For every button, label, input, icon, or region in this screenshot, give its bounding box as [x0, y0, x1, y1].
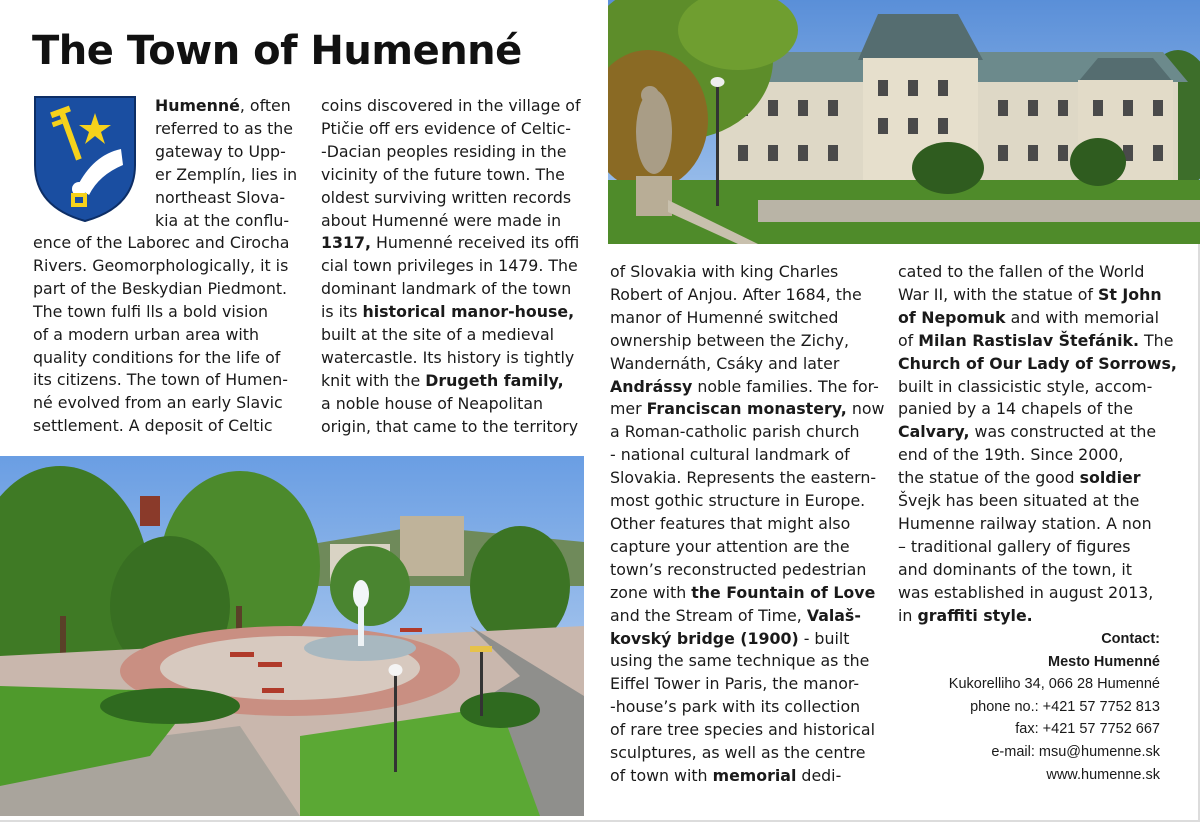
- text-line: kia at the conflu-: [155, 210, 290, 230]
- text-line: capture your attention are the: [610, 536, 850, 556]
- contact-address: Kukorelliho 34, 066 28 Humenné: [948, 676, 1160, 693]
- contact-phone: phone no.: +421 57 7752 813: [970, 698, 1160, 715]
- text-line: gateway to Upp-: [155, 141, 286, 161]
- text-line: end of the 19th. Since 2000,: [898, 445, 1124, 465]
- text-line: – traditional gallery of figures: [898, 536, 1131, 556]
- text-line: cated to the fallen of the World: [898, 262, 1145, 281]
- highlight-nepomuk: of Nepomuk: [898, 307, 1006, 327]
- text-line: a Roman-catholic parish church: [610, 422, 860, 442]
- text-line: Humenné received its offi: [370, 233, 580, 253]
- text-line: is its: [321, 302, 363, 322]
- text-line: dedi-: [796, 765, 842, 785]
- text-line: about Humenné were made in: [321, 210, 562, 230]
- text-line: panied by a 14 chapels of the: [898, 399, 1134, 419]
- highlight-andrassy: Andrássy: [610, 376, 693, 396]
- text-line: Ptičie off ers evidence of Celtic-: [321, 118, 571, 138]
- text-line: Slovakia. Represents the eastern-: [610, 468, 877, 488]
- text-line: zone with: [610, 582, 692, 602]
- text-line: of town with: [610, 765, 713, 785]
- text-line: er Zemplín, lies in: [155, 164, 298, 184]
- text-line: northeast Slova-: [155, 187, 286, 207]
- text-line: in: [898, 605, 918, 625]
- text-line: cial town privileges in 1479. The: [321, 256, 578, 276]
- text-line: Wandernáth, Csáky and later: [610, 353, 840, 373]
- text-line: Robert of Anjou. After 1684, the: [610, 284, 862, 304]
- text-line: watercastle. Its history is tightly: [321, 347, 575, 367]
- text-line: , often: [239, 96, 291, 115]
- highlight-bridge: Valaš-: [806, 605, 861, 625]
- highlight-soldier: soldier: [1079, 468, 1141, 488]
- text-line: of a modern urban area with: [33, 324, 260, 344]
- text-line: mer: [610, 399, 647, 419]
- text-line: sculptures, as well as the centre: [610, 743, 866, 763]
- text-line: manor of Humenné switched: [610, 307, 839, 327]
- highlight-monastery: Franciscan monastery,: [646, 399, 847, 419]
- text-column-1a: [155, 95, 297, 232]
- highlight-church: Church of Our Lady of Sorrows,: [898, 353, 1177, 373]
- text-line: - built: [798, 628, 850, 648]
- text-line: and with memorial: [1005, 307, 1159, 327]
- highlight-graffiti: graffiti style.: [917, 605, 1033, 625]
- text-line: built in classicistic style, accom-: [898, 376, 1153, 396]
- text-column-4: [898, 261, 1177, 628]
- year-1317: 1317,: [321, 233, 371, 253]
- text-line: settlement. A deposit of Celtic: [33, 416, 273, 436]
- highlight-fountain: the Fountain of Love: [691, 582, 876, 602]
- text-line: quality conditions for the life of: [33, 347, 281, 367]
- text-line: and the Stream of Time,: [610, 605, 807, 625]
- text-line: -Dacian peoples residing in the: [321, 141, 567, 161]
- text-line: dominant landmark of the town: [321, 279, 572, 299]
- text-line: The: [1139, 330, 1174, 350]
- text-line: part of the Beskydian Piedmont.: [33, 278, 288, 298]
- text-line: and dominants of the town, it: [898, 559, 1132, 579]
- highlight-stefanik: Milan Rastislav Štefánik.: [918, 330, 1140, 350]
- contact-email: e-mail: msu@humenne.sk: [991, 743, 1160, 760]
- text-line: Rivers. Geomorphologically, it is: [33, 255, 289, 275]
- text-line: War II, with the statue of: [898, 284, 1098, 304]
- text-line: was established in august 2013,: [898, 582, 1154, 602]
- text-line: origin, that came to the territory: [321, 416, 579, 436]
- text-line: of: [898, 330, 919, 350]
- highlight-st-john: St John: [1097, 284, 1162, 304]
- text-line: using the same technique as the: [610, 651, 870, 671]
- text-line: coins discovered in the village of: [321, 96, 581, 115]
- text-line: was constructed at the: [969, 422, 1157, 442]
- text-line: of Slovakia with king Charles: [610, 262, 839, 281]
- text-line: -house’s park with its collection: [610, 697, 861, 717]
- text-column-3: [610, 261, 884, 788]
- highlight-bridge-year: kovský bridge (1900): [610, 628, 799, 648]
- contact-organization: Mesto Humenné: [1048, 653, 1160, 670]
- contact-fax: fax: +421 57 7752 667: [1015, 721, 1160, 738]
- highlight-calvary: Calvary,: [898, 422, 970, 442]
- text-line: Humenne railway station. A non: [898, 513, 1152, 533]
- highlight-manor-house: historical manor-house,: [362, 302, 575, 322]
- text-line: town’s reconstructed pedestrian: [610, 559, 867, 579]
- text-line: of rare tree species and historical: [610, 720, 875, 740]
- text-line: The town fulfi lls a bold vision: [33, 301, 269, 321]
- text-line: vicinity of the future town. The: [321, 164, 565, 184]
- contact-block: [949, 628, 1160, 786]
- text-line: ownership between the Zichy,: [610, 330, 850, 350]
- text-line: a noble house of Neapolitan: [321, 393, 544, 413]
- text-line: now: [846, 399, 885, 419]
- text-column-1b: [33, 232, 289, 438]
- town-name: Humenné: [155, 96, 240, 115]
- manor-house-photo: [608, 0, 1200, 244]
- text-line: the statue of the good: [898, 468, 1080, 488]
- text-line: its citizens. The town of Humen-: [33, 370, 288, 390]
- text-line: ence of the Laborec and Cirocha: [33, 233, 290, 252]
- text-line: - national cultural landmark of: [610, 445, 850, 465]
- highlight-memorial: memorial: [712, 765, 797, 785]
- text-line: Švejk has been situated at the: [898, 491, 1140, 511]
- text-line: referred to as the: [155, 118, 294, 138]
- contact-website: www.humenne.sk: [1046, 766, 1160, 783]
- coat-of-arms-icon: [33, 95, 137, 223]
- text-column-2: [321, 95, 581, 439]
- text-line: né evolved from an early Slavic: [33, 393, 283, 413]
- text-line: Eiffel Tower in Paris, the manor-: [610, 674, 860, 694]
- contact-heading: Contact:: [1101, 631, 1160, 647]
- town-square-photo: [0, 456, 584, 816]
- text-line: oldest surviving written records: [321, 187, 572, 207]
- page-title: The Town of Humenné: [32, 28, 522, 74]
- text-line: knit with the: [321, 370, 426, 390]
- highlight-drugeth-family: Drugeth family,: [425, 370, 564, 390]
- text-line: built at the site of a medieval: [321, 325, 555, 345]
- text-line: noble families. The for-: [692, 376, 879, 396]
- text-line: Other features that might also: [610, 513, 851, 533]
- text-line: most gothic structure in Europe.: [610, 491, 866, 511]
